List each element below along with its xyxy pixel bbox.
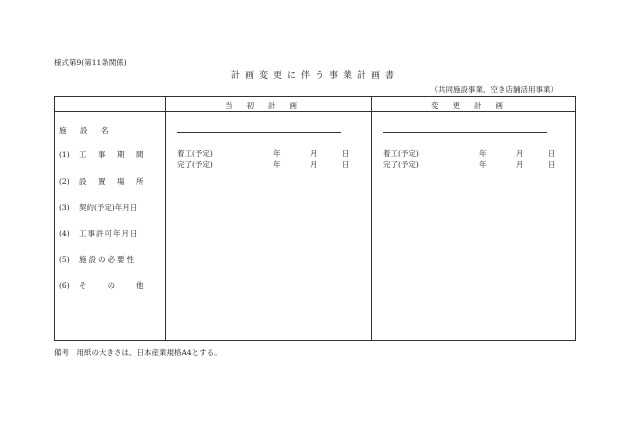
document-title: 計画変更に伴う事業計画書 <box>230 71 399 81</box>
row-label-text: 施設の必要性 <box>79 255 136 264</box>
row-label-text: 工事許可年月日 <box>79 229 139 238</box>
row-label-text: 契約(予定)年月日 <box>79 203 138 212</box>
document-subtitle: （共同施設事業、空き店舗活用事業） <box>430 85 558 94</box>
row-number: (2) <box>59 177 70 186</box>
column-divider-2 <box>371 97 372 340</box>
year-label: 年 <box>479 149 487 158</box>
form-number: 様式第9(第11条関係) <box>54 58 127 67</box>
row-facility-name-label: 施 設 名 <box>59 126 112 135</box>
month-label: 月 <box>516 160 524 169</box>
day-label: 日 <box>548 149 556 158</box>
row-other <box>59 280 163 291</box>
start-label: 着工(予定) <box>177 149 213 158</box>
row-number: (3) <box>59 203 70 212</box>
column-header-changed: 変更計画 <box>431 101 517 110</box>
start-date-original[interactable] <box>177 148 367 158</box>
month-label: 月 <box>516 149 524 158</box>
year-label: 年 <box>273 160 281 169</box>
end-label: 完了(予定) <box>177 160 213 169</box>
row-number: (6) <box>59 281 70 290</box>
row-label-text: 設 置 場 所 <box>79 177 146 186</box>
header-divider <box>55 111 575 112</box>
row-number: (5) <box>59 255 70 264</box>
row-label-text: 工 事 期 間 <box>79 150 146 159</box>
day-label: 日 <box>342 149 350 158</box>
row-number: (1) <box>59 150 70 159</box>
row-facility-name <box>59 125 112 136</box>
plan-table <box>54 96 576 341</box>
month-label: 月 <box>310 160 318 169</box>
row-necessity <box>59 254 163 265</box>
row-label-text: そ の 他 <box>79 281 146 290</box>
day-label: 日 <box>548 160 556 169</box>
year-label: 年 <box>479 160 487 169</box>
end-date-changed[interactable] <box>383 159 573 169</box>
column-header-original: 当初計画 <box>225 101 311 110</box>
row-number: (4) <box>59 229 70 238</box>
day-label: 日 <box>342 160 350 169</box>
facility-name-field-original[interactable] <box>177 132 341 133</box>
footnote: 備考 用紙の大きさは、日本産業規格A4とする。 <box>54 348 222 357</box>
column-divider-1 <box>165 97 166 340</box>
row-construction-period <box>59 149 163 160</box>
row-contract-date <box>59 202 163 213</box>
end-label: 完了(予定) <box>383 160 419 169</box>
row-permit-date <box>59 228 163 239</box>
end-date-original[interactable] <box>177 159 367 169</box>
start-label: 着工(予定) <box>383 149 419 158</box>
row-installation-location <box>59 176 163 187</box>
month-label: 月 <box>310 149 318 158</box>
year-label: 年 <box>273 149 281 158</box>
start-date-changed[interactable] <box>383 148 573 158</box>
facility-name-field-changed[interactable] <box>383 132 547 133</box>
